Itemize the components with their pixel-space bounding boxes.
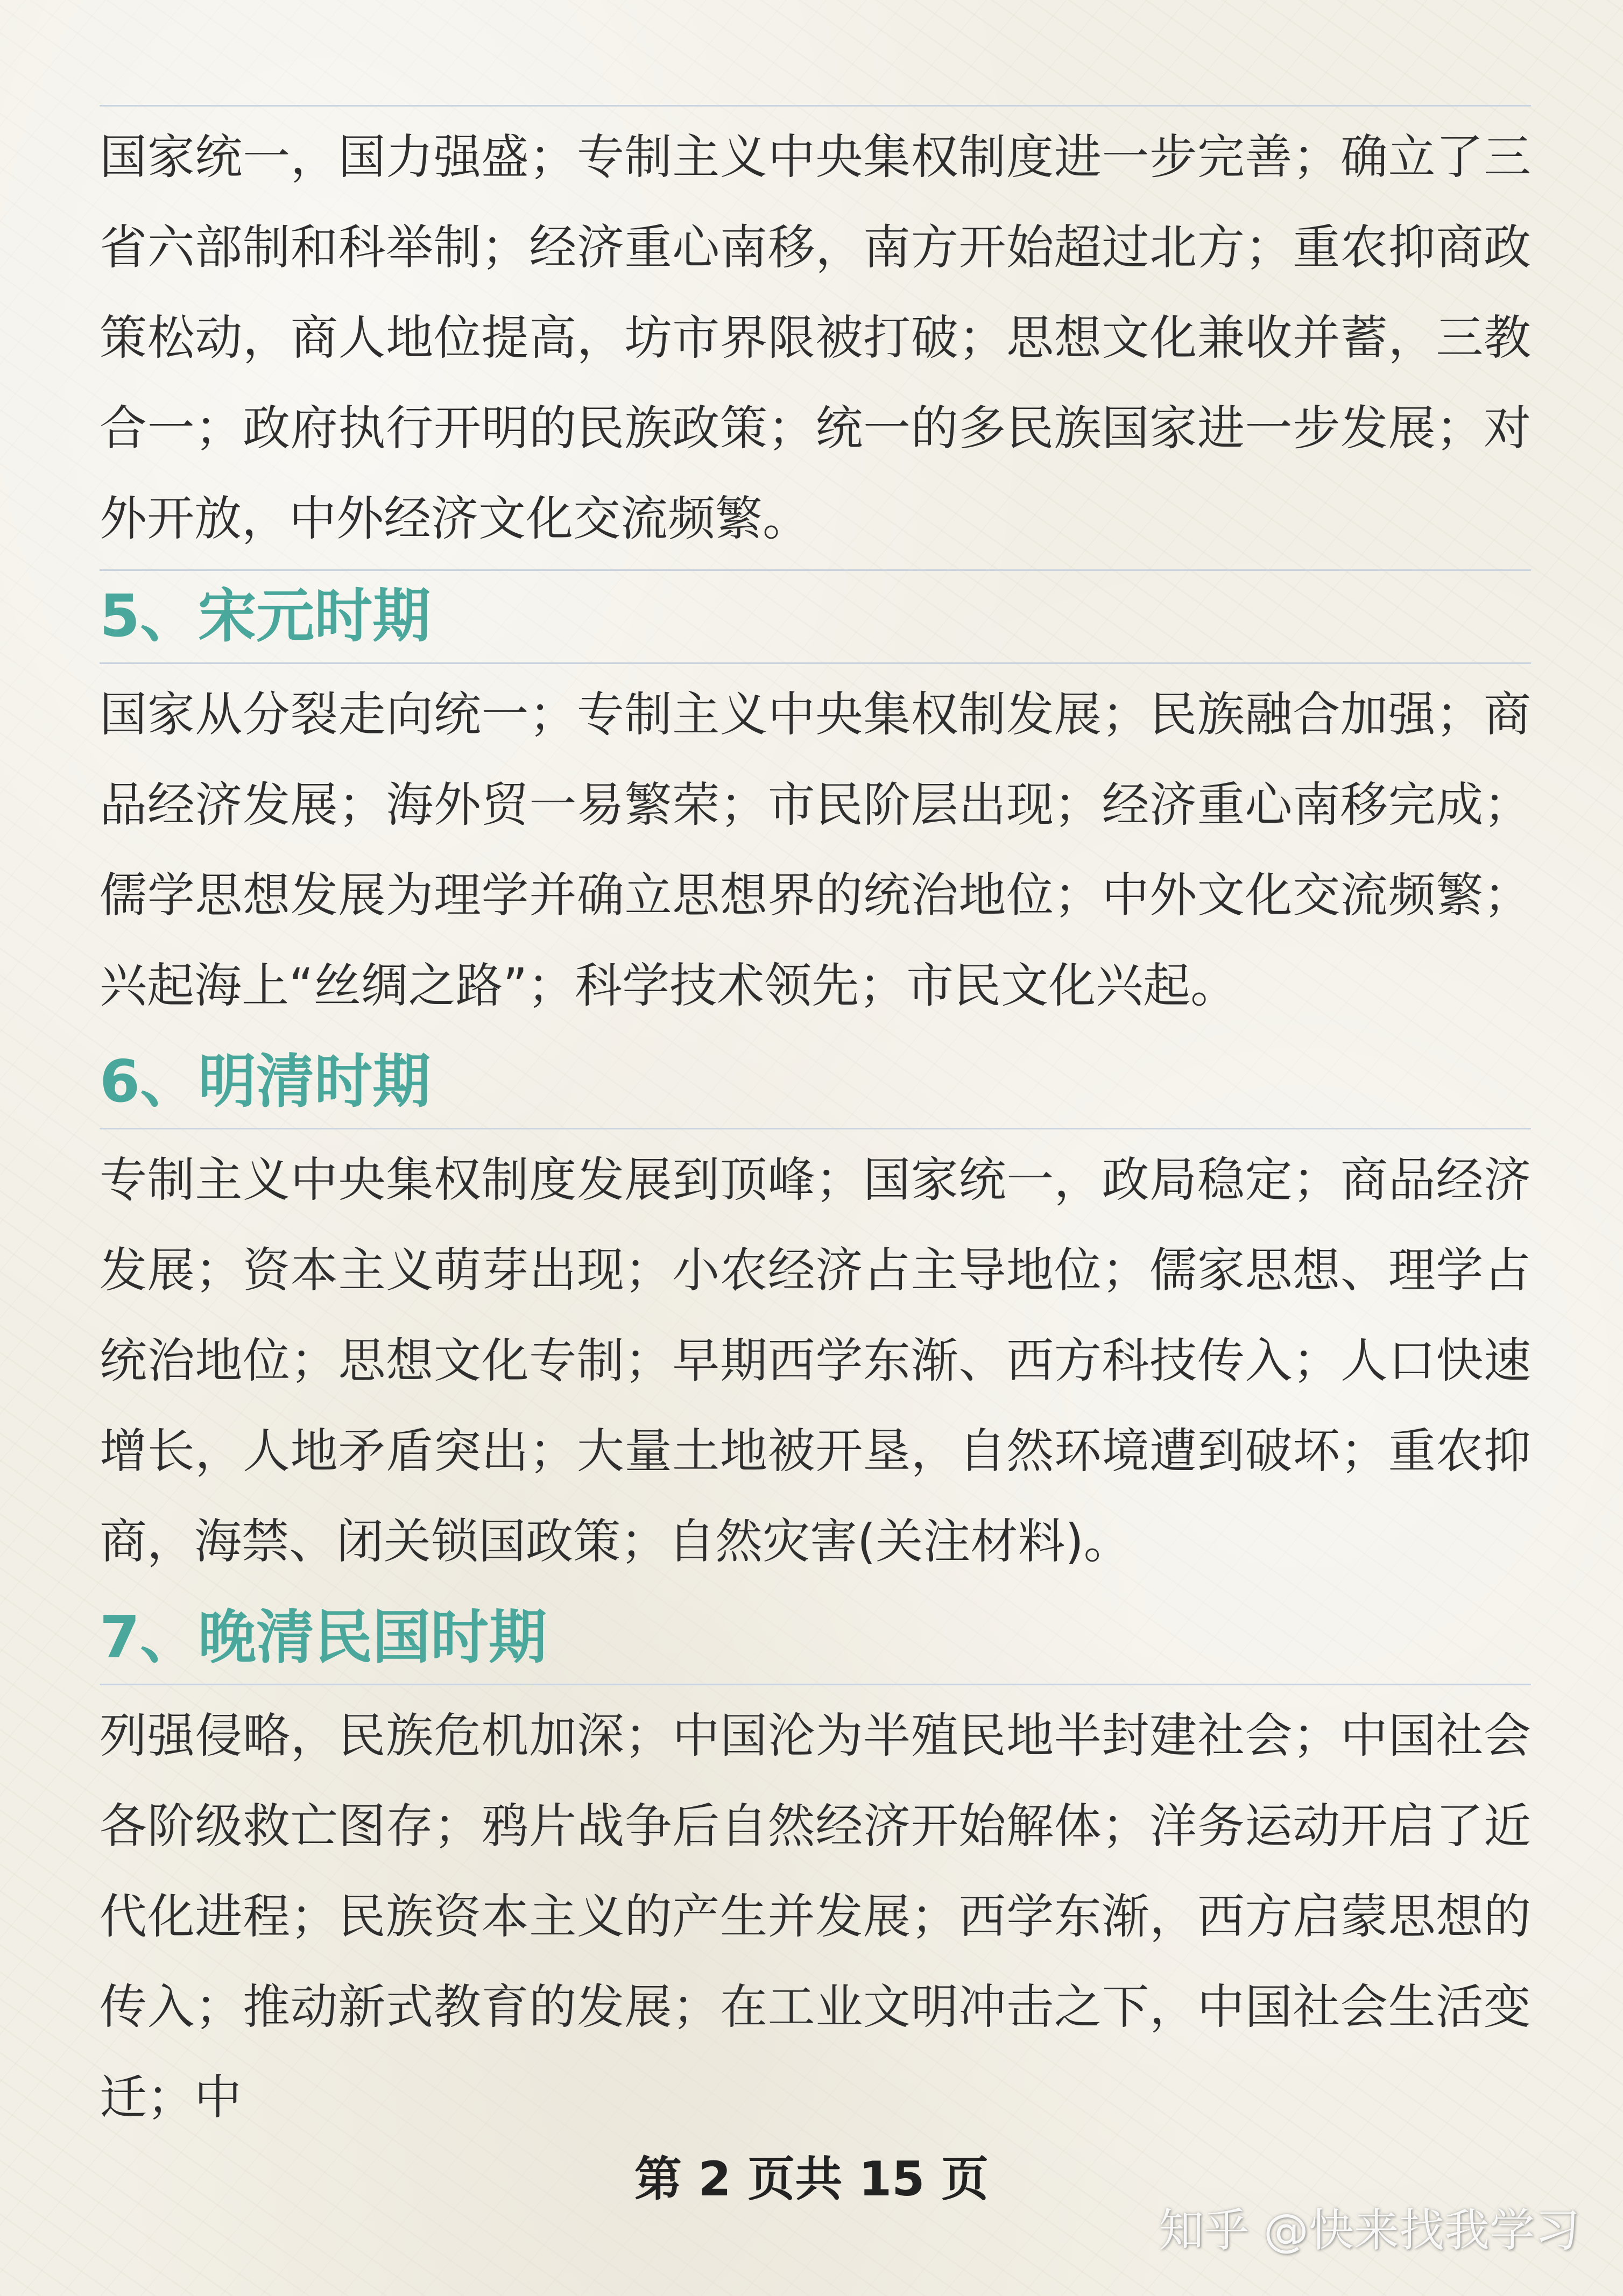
section-paragraph-ming-qing: 专制主义中央集权制度发展到顶峰；国家统一，政局稳定；商品经济发展；资本主义萌芽出现；小农经济占主导地位；儒家思想、理学占统治地位；思想文化专制；早期西学东渐、西方科技传入；人口快速增长，人地矛盾突出；大量土地被开垦，自然环境遭到破坏；重农抑商，海禁、闭关锁国政策；自然灾害(关注材料)。 [100, 1152, 1531, 1569]
section-heading-late-qing: 7、晚清民国时期 [100, 1604, 547, 1671]
section-paragraph-tang: 国家统一，国力强盛；专制主义中央集权制度进一步完善；确立了三省六部制和科举制；经济重心南移，南方开始超过北方；重农抑商政策松动，商人地位提高，坊市界限被打破；思想文化兼收并蓄，三教合一；政府执行开明的民族政策；统一的多民族国家进一步发展；对外开放，中外经济文化交流频繁。 [100, 129, 1531, 546]
section-heading-ming-qing: 6、明清时期 [100, 1048, 431, 1115]
page-content [100, 105, 1531, 2148]
section-paragraph-late-qing: 列强侵略，民族危机加深；中国沦为半殖民地半封建社会；中国社会各阶级救亡图存；鸦片战争后自然经济开始解体；洋务运动开启了近代化进程；民族资本主义的产生并发展；西学东渐，西方启蒙思想的传入；推动新式教育的发展；在工业文明冲击之下，中国社会生活变迁；中 [100, 1708, 1531, 2125]
page-number-footer: 第 2 页共 15 页 [634, 2151, 989, 2207]
section-heading-song-yuan: 5、宋元时期 [100, 583, 431, 650]
zhihu-watermark: 知乎 @快来找我学习 [1159, 2204, 1580, 2257]
section-paragraph-song-yuan: 国家从分裂走向统一；专制主义中央集权制发展；民族融合加强；商品经济发展；海外贸一易繁荣；市民阶层出现；经济重心南移完成；儒学思想发展为理学并确立思想界的统治地位；中外文化交流频繁；兴起海上“丝绸之路”；科学技术领先；市民文化兴起。 [100, 687, 1531, 1013]
